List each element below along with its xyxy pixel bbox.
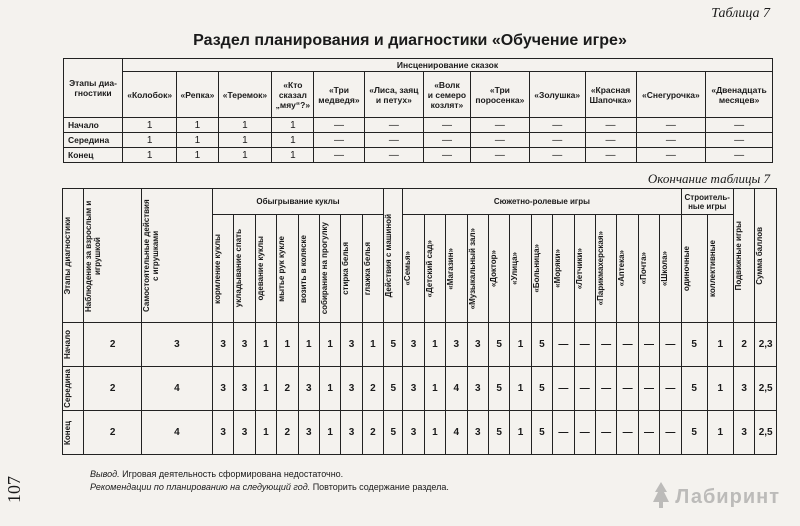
tale-column-header: «Волк и семеро козлят» bbox=[424, 72, 471, 118]
tale-column-header: «Колобок» bbox=[123, 72, 177, 118]
stage-cell bbox=[63, 367, 84, 411]
table-row bbox=[63, 367, 777, 411]
doll-column-header bbox=[255, 215, 276, 323]
role-column-header bbox=[617, 215, 638, 323]
value-cell: 1 bbox=[707, 411, 733, 455]
value-cell: 3 bbox=[446, 323, 467, 367]
stage-label: Конец bbox=[63, 420, 72, 445]
role-column-header-label: «Доктор» bbox=[488, 249, 498, 288]
value-cell: 1 bbox=[319, 411, 340, 455]
value-cell: 1 bbox=[707, 367, 733, 411]
labirint-logo-icon bbox=[650, 480, 672, 510]
value-cell: 1 bbox=[277, 323, 298, 367]
value-cell: — bbox=[470, 148, 529, 163]
value-cell: 3 bbox=[234, 323, 255, 367]
doll-column-header bbox=[298, 215, 319, 323]
value-cell: 5 bbox=[488, 367, 509, 411]
value-cell: 2 bbox=[84, 367, 141, 411]
value-cell: 3 bbox=[341, 323, 362, 367]
value-cell: 3 bbox=[733, 367, 754, 411]
value-cell: 3 bbox=[212, 367, 233, 411]
tale-column-header: «Красная Шапочка» bbox=[585, 72, 636, 118]
value-cell: 2 bbox=[362, 367, 383, 411]
value-cell: 3 bbox=[341, 411, 362, 455]
role-column-header bbox=[403, 215, 424, 323]
doll-column-header bbox=[319, 215, 340, 323]
footer-notes bbox=[90, 468, 449, 494]
value-cell: — bbox=[585, 133, 636, 148]
role-column-header bbox=[660, 215, 681, 323]
role-column-header bbox=[488, 215, 509, 323]
value-cell: — bbox=[636, 133, 706, 148]
value-cell: 1 bbox=[177, 133, 218, 148]
doll-column-header bbox=[212, 215, 233, 323]
value-cell: — bbox=[529, 148, 585, 163]
value-cell: 1 bbox=[707, 323, 733, 367]
role-column-header bbox=[446, 215, 467, 323]
value-cell: 2,5 bbox=[755, 411, 777, 455]
value-cell: 2 bbox=[84, 323, 141, 367]
tale-column-header: «Снегурочка» bbox=[636, 72, 706, 118]
value-cell: 1 bbox=[255, 411, 276, 455]
role-column-header-label: «Улица» bbox=[510, 252, 520, 285]
value-cell: 5 bbox=[531, 367, 552, 411]
build-column-header-label: коллективные bbox=[707, 240, 717, 297]
diagnostics-table bbox=[62, 188, 777, 455]
role-column-header-label: «Аптека» bbox=[617, 250, 627, 287]
doll-column-header-label: глажка белья bbox=[362, 241, 372, 296]
role-column-header-label: «Моряки» bbox=[553, 249, 563, 288]
value-cell: 2 bbox=[362, 411, 383, 455]
stage-label: Начало bbox=[63, 330, 72, 359]
value-cell: 4 bbox=[446, 411, 467, 455]
value-cell: 1 bbox=[123, 118, 177, 133]
table-row bbox=[64, 148, 773, 163]
value-cell: 1 bbox=[218, 148, 272, 163]
role-column-header-label: «Парикмахерская» bbox=[595, 231, 605, 306]
value-cell: 2,3 bbox=[755, 323, 777, 367]
value-cell: 3 bbox=[467, 367, 488, 411]
value-cell: 4 bbox=[141, 411, 212, 455]
value-cell: 2,5 bbox=[755, 367, 777, 411]
group-header-staging: Инсценирование сказок bbox=[123, 59, 773, 72]
value-cell: — bbox=[314, 133, 364, 148]
tale-column-header: «Лиса, заяц и петух» bbox=[364, 72, 424, 118]
value-cell: 3 bbox=[212, 323, 233, 367]
table-label: Таблица 7 bbox=[711, 6, 770, 21]
role-column-header bbox=[510, 215, 531, 323]
build-column-header bbox=[707, 215, 733, 323]
value-cell: 2 bbox=[84, 411, 141, 455]
role-column-header-label: «Школа» bbox=[660, 250, 670, 287]
value-cell: 3 bbox=[403, 367, 424, 411]
value-cell: 1 bbox=[255, 323, 276, 367]
value-cell: 3 bbox=[403, 411, 424, 455]
doll-column-header bbox=[277, 215, 298, 323]
value-cell: — bbox=[585, 148, 636, 163]
value-cell: — bbox=[706, 118, 773, 133]
value-cell: — bbox=[617, 323, 638, 367]
doll-column-header bbox=[362, 215, 383, 323]
doll-column-header-label: укладывание спать bbox=[234, 229, 244, 308]
value-cell: — bbox=[574, 367, 595, 411]
conclusion-text: Игровая деятельность сформирована недостаточно. bbox=[119, 469, 344, 479]
value-cell: 1 bbox=[424, 367, 445, 411]
value-cell: 3 bbox=[141, 323, 212, 367]
role-column-header-label: «Больница» bbox=[531, 244, 541, 293]
doll-column-header-label: собирание на прогулку bbox=[319, 222, 329, 315]
tale-column-header: «Теремок» bbox=[218, 72, 272, 118]
value-cell: 2 bbox=[277, 411, 298, 455]
value-cell: 5 bbox=[681, 367, 707, 411]
role-column-header-label: «Летчики» bbox=[574, 247, 584, 290]
independent-header: Самостоятельные действия с игрушками bbox=[141, 189, 212, 323]
value-cell: 1 bbox=[362, 323, 383, 367]
value-cell: 1 bbox=[255, 367, 276, 411]
value-cell: 1 bbox=[510, 411, 531, 455]
value-cell: 1 bbox=[510, 367, 531, 411]
car-header: Действия с машиной bbox=[384, 189, 403, 323]
value-cell: 1 bbox=[272, 118, 314, 133]
value-cell: 3 bbox=[234, 367, 255, 411]
value-cell: 5 bbox=[384, 323, 403, 367]
value-cell: — bbox=[638, 367, 659, 411]
role-column-header bbox=[595, 215, 616, 323]
value-cell: — bbox=[660, 367, 681, 411]
doll-column-header-label: кормление куклы bbox=[212, 233, 222, 304]
observation-header: Наблюдение за взрослым и игрушкой bbox=[84, 189, 141, 323]
value-cell: — bbox=[314, 148, 364, 163]
value-cell: — bbox=[585, 118, 636, 133]
stage-header: Этапы диа- гностики bbox=[64, 59, 123, 118]
value-cell: — bbox=[638, 323, 659, 367]
value-cell: 1 bbox=[298, 323, 319, 367]
value-cell: — bbox=[706, 133, 773, 148]
value-cell: — bbox=[424, 148, 471, 163]
page-number: 107 bbox=[4, 476, 24, 504]
watermark: Лабиринт bbox=[675, 486, 780, 508]
conclusion-line bbox=[90, 468, 449, 481]
value-cell: — bbox=[529, 118, 585, 133]
role-column-header-label: «Семья» bbox=[403, 251, 413, 286]
value-cell: 5 bbox=[488, 323, 509, 367]
value-cell: 1 bbox=[218, 133, 272, 148]
value-cell: 1 bbox=[177, 118, 218, 133]
doll-column-header bbox=[341, 215, 362, 323]
fairy-tale-table bbox=[63, 58, 773, 163]
stage-cell: Середина bbox=[64, 133, 123, 148]
value-cell: — bbox=[364, 148, 424, 163]
value-cell: 1 bbox=[123, 133, 177, 148]
active-header: Подвижные игры bbox=[733, 189, 754, 323]
role-column-header-label: «Почта» bbox=[638, 252, 648, 285]
value-cell: — bbox=[574, 323, 595, 367]
stage-cell bbox=[63, 323, 84, 367]
role-column-header bbox=[424, 215, 445, 323]
value-cell: — bbox=[424, 118, 471, 133]
recommendation-line bbox=[90, 481, 449, 494]
role-column-header bbox=[574, 215, 595, 323]
value-cell: 5 bbox=[531, 323, 552, 367]
build-column-header-label: одиночные bbox=[681, 245, 691, 292]
tale-column-header: «Золушка» bbox=[529, 72, 585, 118]
page-title: Раздел планирования и диагностики «Обучение игре» bbox=[193, 32, 627, 49]
value-cell: — bbox=[364, 133, 424, 148]
value-cell: — bbox=[660, 323, 681, 367]
group-header-build: Строитель- ные игры bbox=[681, 189, 733, 215]
group-header-doll: Обыгрывание куклы bbox=[212, 189, 383, 215]
value-cell: 3 bbox=[341, 367, 362, 411]
value-cell: — bbox=[529, 133, 585, 148]
value-cell: — bbox=[595, 411, 616, 455]
role-column-header-label: «Детский сад» bbox=[424, 239, 434, 298]
role-column-header bbox=[638, 215, 659, 323]
table-row bbox=[63, 323, 777, 367]
value-cell: 1 bbox=[123, 148, 177, 163]
value-cell: — bbox=[617, 411, 638, 455]
value-cell: — bbox=[553, 411, 574, 455]
stage-cell: Начало bbox=[64, 118, 123, 133]
value-cell: — bbox=[617, 367, 638, 411]
table-row bbox=[64, 133, 773, 148]
value-cell: 1 bbox=[218, 118, 272, 133]
value-cell: 2 bbox=[277, 367, 298, 411]
table-row bbox=[64, 118, 773, 133]
tale-column-header: «Репка» bbox=[177, 72, 218, 118]
value-cell: — bbox=[660, 411, 681, 455]
value-cell: — bbox=[424, 133, 471, 148]
stage-header: Этапы диагностики bbox=[63, 189, 84, 323]
role-column-header-label: «Музыкальный зал» bbox=[467, 227, 477, 310]
tale-column-header: «Кто сказал „мяу“?» bbox=[272, 72, 314, 118]
value-cell: — bbox=[638, 411, 659, 455]
value-cell: — bbox=[636, 148, 706, 163]
value-cell: 4 bbox=[446, 367, 467, 411]
doll-column-header-label: мытье рук кукле bbox=[277, 235, 287, 302]
build-column-header bbox=[681, 215, 707, 323]
value-cell: 3 bbox=[467, 323, 488, 367]
role-column-header-label: «Магазин» bbox=[446, 247, 456, 290]
value-cell: 5 bbox=[531, 411, 552, 455]
value-cell: 1 bbox=[424, 411, 445, 455]
recommendation-text: Повторить содержание раздела. bbox=[310, 482, 449, 492]
value-cell: — bbox=[364, 118, 424, 133]
doll-column-header bbox=[234, 215, 255, 323]
value-cell: 3 bbox=[298, 367, 319, 411]
value-cell: 3 bbox=[298, 411, 319, 455]
doll-column-header-label: одевание куклы bbox=[255, 236, 265, 301]
doll-column-header-label: возить в коляске bbox=[298, 234, 308, 303]
value-cell: 5 bbox=[681, 411, 707, 455]
value-cell: — bbox=[706, 148, 773, 163]
value-cell: — bbox=[553, 323, 574, 367]
conclusion-label: Вывод. bbox=[90, 469, 120, 479]
value-cell: 3 bbox=[467, 411, 488, 455]
value-cell: — bbox=[553, 367, 574, 411]
stage-cell: Конец bbox=[64, 148, 123, 163]
value-cell: 3 bbox=[733, 411, 754, 455]
recommendation-label: Рекомендации по планированию на следующий год. bbox=[90, 482, 311, 492]
role-column-header bbox=[553, 215, 574, 323]
value-cell: — bbox=[470, 118, 529, 133]
tale-column-header: «Три медведя» bbox=[314, 72, 364, 118]
role-column-header bbox=[531, 215, 552, 323]
value-cell: 1 bbox=[319, 323, 340, 367]
value-cell: — bbox=[636, 118, 706, 133]
doll-column-header-label: стирка белья bbox=[341, 242, 351, 295]
group-header-role: Сюжетно-ролевые игры bbox=[403, 189, 681, 215]
sum-header: Сумма баллов bbox=[755, 189, 777, 323]
stage-cell bbox=[63, 411, 84, 455]
value-cell: — bbox=[574, 411, 595, 455]
value-cell: 2 bbox=[733, 323, 754, 367]
value-cell: — bbox=[595, 367, 616, 411]
value-cell: 1 bbox=[177, 148, 218, 163]
tale-column-header: «Двенадцать месяцев» bbox=[706, 72, 773, 118]
value-cell: 1 bbox=[319, 367, 340, 411]
value-cell: 3 bbox=[403, 323, 424, 367]
tale-column-header: «Три поросенка» bbox=[470, 72, 529, 118]
value-cell: 5 bbox=[681, 323, 707, 367]
value-cell: 3 bbox=[212, 411, 233, 455]
value-cell: 1 bbox=[272, 148, 314, 163]
value-cell: 5 bbox=[384, 367, 403, 411]
value-cell: 4 bbox=[141, 367, 212, 411]
stage-label: Середина bbox=[63, 369, 72, 408]
value-cell: 5 bbox=[488, 411, 509, 455]
table-row bbox=[63, 411, 777, 455]
value-cell: 1 bbox=[510, 323, 531, 367]
value-cell: 3 bbox=[234, 411, 255, 455]
role-column-header bbox=[467, 215, 488, 323]
value-cell: — bbox=[470, 133, 529, 148]
value-cell: 1 bbox=[272, 133, 314, 148]
value-cell: 5 bbox=[384, 411, 403, 455]
value-cell: — bbox=[314, 118, 364, 133]
value-cell: — bbox=[595, 323, 616, 367]
continuation-label: Окончание таблицы 7 bbox=[647, 171, 770, 186]
value-cell: 1 bbox=[424, 323, 445, 367]
